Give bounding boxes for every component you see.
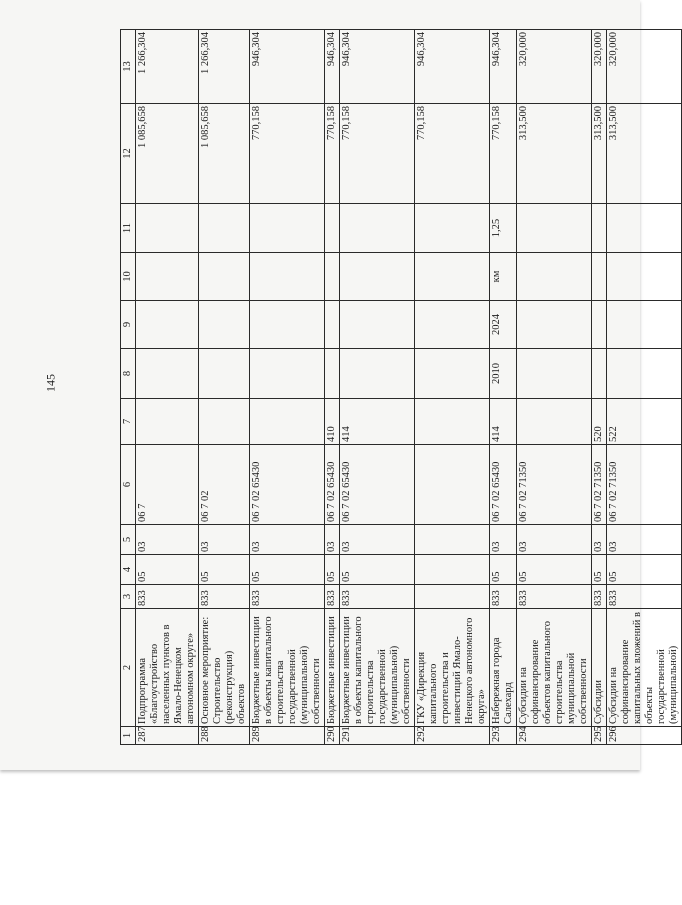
- table-cell: 06 7 02 65430: [250, 445, 325, 525]
- table-cell: 833: [250, 585, 325, 609]
- table-cell: [415, 399, 490, 445]
- column-header: 13: [121, 30, 136, 104]
- table-cell: 770,158: [340, 104, 415, 204]
- table-cell: [415, 253, 490, 301]
- table-cell: 1 266,304: [199, 30, 250, 104]
- table-body: [136, 30, 682, 745]
- table-cell: [325, 349, 340, 399]
- table-cell: 946,304: [490, 30, 517, 104]
- table-cell: 03: [592, 525, 607, 555]
- table-cell: [250, 301, 325, 349]
- table-cell: 03: [517, 525, 592, 555]
- table-cell: 03: [325, 525, 340, 555]
- table-cell: [415, 204, 490, 253]
- column-header: 5: [121, 525, 136, 555]
- table-cell: 1 085,658: [136, 104, 199, 204]
- column-header: 9: [121, 301, 136, 349]
- table-cell: 770,158: [250, 104, 325, 204]
- table-cell: 414: [340, 399, 415, 445]
- column-header: 11: [121, 204, 136, 253]
- table-cell: 296: [607, 727, 682, 745]
- table-cell: [250, 253, 325, 301]
- table-cell: [136, 349, 199, 399]
- table-cell: 1,25: [490, 204, 517, 253]
- table-cell: 520: [592, 399, 607, 445]
- table-cell: [325, 253, 340, 301]
- table-cell: [415, 525, 490, 555]
- table-cell: [517, 204, 592, 253]
- table-cell: 05: [517, 555, 592, 585]
- table-cell: [340, 301, 415, 349]
- table-cell: 05: [340, 555, 415, 585]
- table-cell: 06 7 02 71350: [607, 445, 682, 525]
- table-cell: 293: [490, 727, 517, 745]
- table-cell: 05: [325, 555, 340, 585]
- table-cell: [199, 349, 250, 399]
- table-cell: 2024: [490, 301, 517, 349]
- table-cell: 833: [325, 585, 340, 609]
- table-row: [415, 30, 490, 745]
- table-cell: 410: [325, 399, 340, 445]
- table-cell: 833: [517, 585, 592, 609]
- table-cell: 295: [592, 727, 607, 745]
- table-cell: 03: [136, 525, 199, 555]
- table-cell: 03: [199, 525, 250, 555]
- table-cell: 06 7 02 65430: [490, 445, 517, 525]
- table-cell: 320,000: [517, 30, 592, 104]
- table-cell: 833: [340, 585, 415, 609]
- table-cell: 05: [199, 555, 250, 585]
- column-header: 4: [121, 555, 136, 585]
- table-cell: 06 7 02 71350: [592, 445, 607, 525]
- table-cell: [592, 253, 607, 301]
- table-cell: 06 7 02 65430: [340, 445, 415, 525]
- table-cell: 05: [592, 555, 607, 585]
- table-cell: 291: [340, 727, 415, 745]
- table-cell: [250, 349, 325, 399]
- table-cell: 06 7 02 71350: [517, 445, 592, 525]
- table-cell: Основное мероприятие: Строительство (реконструкция) объектов: [199, 609, 250, 727]
- table-cell: Подпрограмма «Благоустройство населенных пунктов в Ямало-Ненецком автономном округе»: [136, 609, 199, 727]
- page-number: 145: [43, 374, 58, 392]
- table-cell: [415, 585, 490, 609]
- table-cell: [517, 399, 592, 445]
- table-cell: 294: [517, 727, 592, 745]
- table-cell: 313,500: [592, 104, 607, 204]
- column-header: 10: [121, 253, 136, 301]
- column-header: 12: [121, 104, 136, 204]
- table-cell: [136, 399, 199, 445]
- table-row: [490, 30, 517, 745]
- table-cell: 03: [490, 525, 517, 555]
- table-cell: 313,500: [517, 104, 592, 204]
- table-cell: [415, 445, 490, 525]
- table-cell: 03: [250, 525, 325, 555]
- table-cell: [607, 204, 682, 253]
- table-row: [607, 30, 682, 745]
- table-cell: [592, 349, 607, 399]
- table-cell: 06 7: [136, 445, 199, 525]
- table-cell: 946,304: [415, 30, 490, 104]
- table-cell: 833: [490, 585, 517, 609]
- table-cell: [136, 253, 199, 301]
- header-row: [121, 30, 136, 745]
- table-cell: [199, 399, 250, 445]
- table-cell: 770,158: [415, 104, 490, 204]
- table-cell: ГКУ «Дирекция капитального строительства и инвестиций Ямало-Ненецкого автономного округа»: [415, 609, 490, 727]
- table-cell: [199, 204, 250, 253]
- table-cell: 05: [250, 555, 325, 585]
- table-cell: 05: [607, 555, 682, 585]
- table-cell: [415, 301, 490, 349]
- table-cell: 292: [415, 727, 490, 745]
- table-cell: 320,000: [592, 30, 607, 104]
- table-cell: [517, 253, 592, 301]
- column-header: 2: [121, 609, 136, 727]
- table-cell: 03: [340, 525, 415, 555]
- table-cell: 288: [199, 727, 250, 745]
- table-cell: 03: [607, 525, 682, 555]
- table-cell: 1 085,658: [199, 104, 250, 204]
- column-header: 3: [121, 585, 136, 609]
- table-cell: 414: [490, 399, 517, 445]
- table-cell: [325, 301, 340, 349]
- table-cell: [517, 301, 592, 349]
- table-cell: 287: [136, 727, 199, 745]
- table-cell: 289: [250, 727, 325, 745]
- table-cell: 946,304: [340, 30, 415, 104]
- table-row: [340, 30, 415, 745]
- rotated-table-wrapper: [120, 30, 679, 745]
- table-cell: Бюджетные инвестиции в объекты капитального строительства государственной (муниципальной) собственности: [250, 609, 325, 727]
- table-cell: 946,304: [325, 30, 340, 104]
- table-cell: 313,500: [607, 104, 682, 204]
- table-row: [136, 30, 199, 745]
- table-cell: 946,304: [250, 30, 325, 104]
- table-cell: [415, 555, 490, 585]
- table-cell: 05: [490, 555, 517, 585]
- table-cell: Бюджетные инвестиции: [325, 609, 340, 727]
- table-cell: 833: [199, 585, 250, 609]
- table-cell: 833: [607, 585, 682, 609]
- table-row: [325, 30, 340, 745]
- table-cell: Субсидии на софинансирование объектов капитального строительства муниципальной собственности: [517, 609, 592, 727]
- table-cell: 06 7 02 65430: [325, 445, 340, 525]
- table-cell: [325, 204, 340, 253]
- table-cell: [199, 301, 250, 349]
- table-row: [592, 30, 607, 745]
- column-header: 6: [121, 445, 136, 525]
- table-cell: [592, 301, 607, 349]
- table-cell: [592, 204, 607, 253]
- table-cell: [340, 204, 415, 253]
- table-cell: 770,158: [325, 104, 340, 204]
- table-cell: Набережная города Салехард: [490, 609, 517, 727]
- table-cell: 320,000: [607, 30, 682, 104]
- table-cell: [517, 349, 592, 399]
- column-header: 8: [121, 349, 136, 399]
- column-header: 7: [121, 399, 136, 445]
- table-cell: [607, 349, 682, 399]
- table-cell: [199, 253, 250, 301]
- table-cell: [250, 399, 325, 445]
- table-cell: 833: [592, 585, 607, 609]
- table-cell: 770,158: [490, 104, 517, 204]
- table-cell: Субсидии на софинансирование капитальных вложений в объекты государственной (муниципальной): [607, 609, 682, 727]
- table-cell: 06 7 02: [199, 445, 250, 525]
- table-cell: [250, 204, 325, 253]
- table-row: [517, 30, 592, 745]
- table-row: [250, 30, 325, 745]
- budget-table: [120, 29, 682, 745]
- table-cell: 833: [136, 585, 199, 609]
- table-cell: [607, 301, 682, 349]
- table-cell: 05: [136, 555, 199, 585]
- table-cell: [136, 301, 199, 349]
- table-cell: 2010: [490, 349, 517, 399]
- table-cell: [136, 204, 199, 253]
- table-row: [199, 30, 250, 745]
- table-cell: Субсидии: [592, 609, 607, 727]
- column-header: 1: [121, 727, 136, 745]
- table-cell: 522: [607, 399, 682, 445]
- table-cell: Бюджетные инвестиции в объекты капитального строительства государственной (муниципальной) собственности: [340, 609, 415, 727]
- table-cell: 290: [325, 727, 340, 745]
- table-cell: [607, 253, 682, 301]
- table-cell: [340, 253, 415, 301]
- table-cell: [415, 349, 490, 399]
- table-cell: 1 266,304: [136, 30, 199, 104]
- table-cell: км: [490, 253, 517, 301]
- table-cell: [340, 349, 415, 399]
